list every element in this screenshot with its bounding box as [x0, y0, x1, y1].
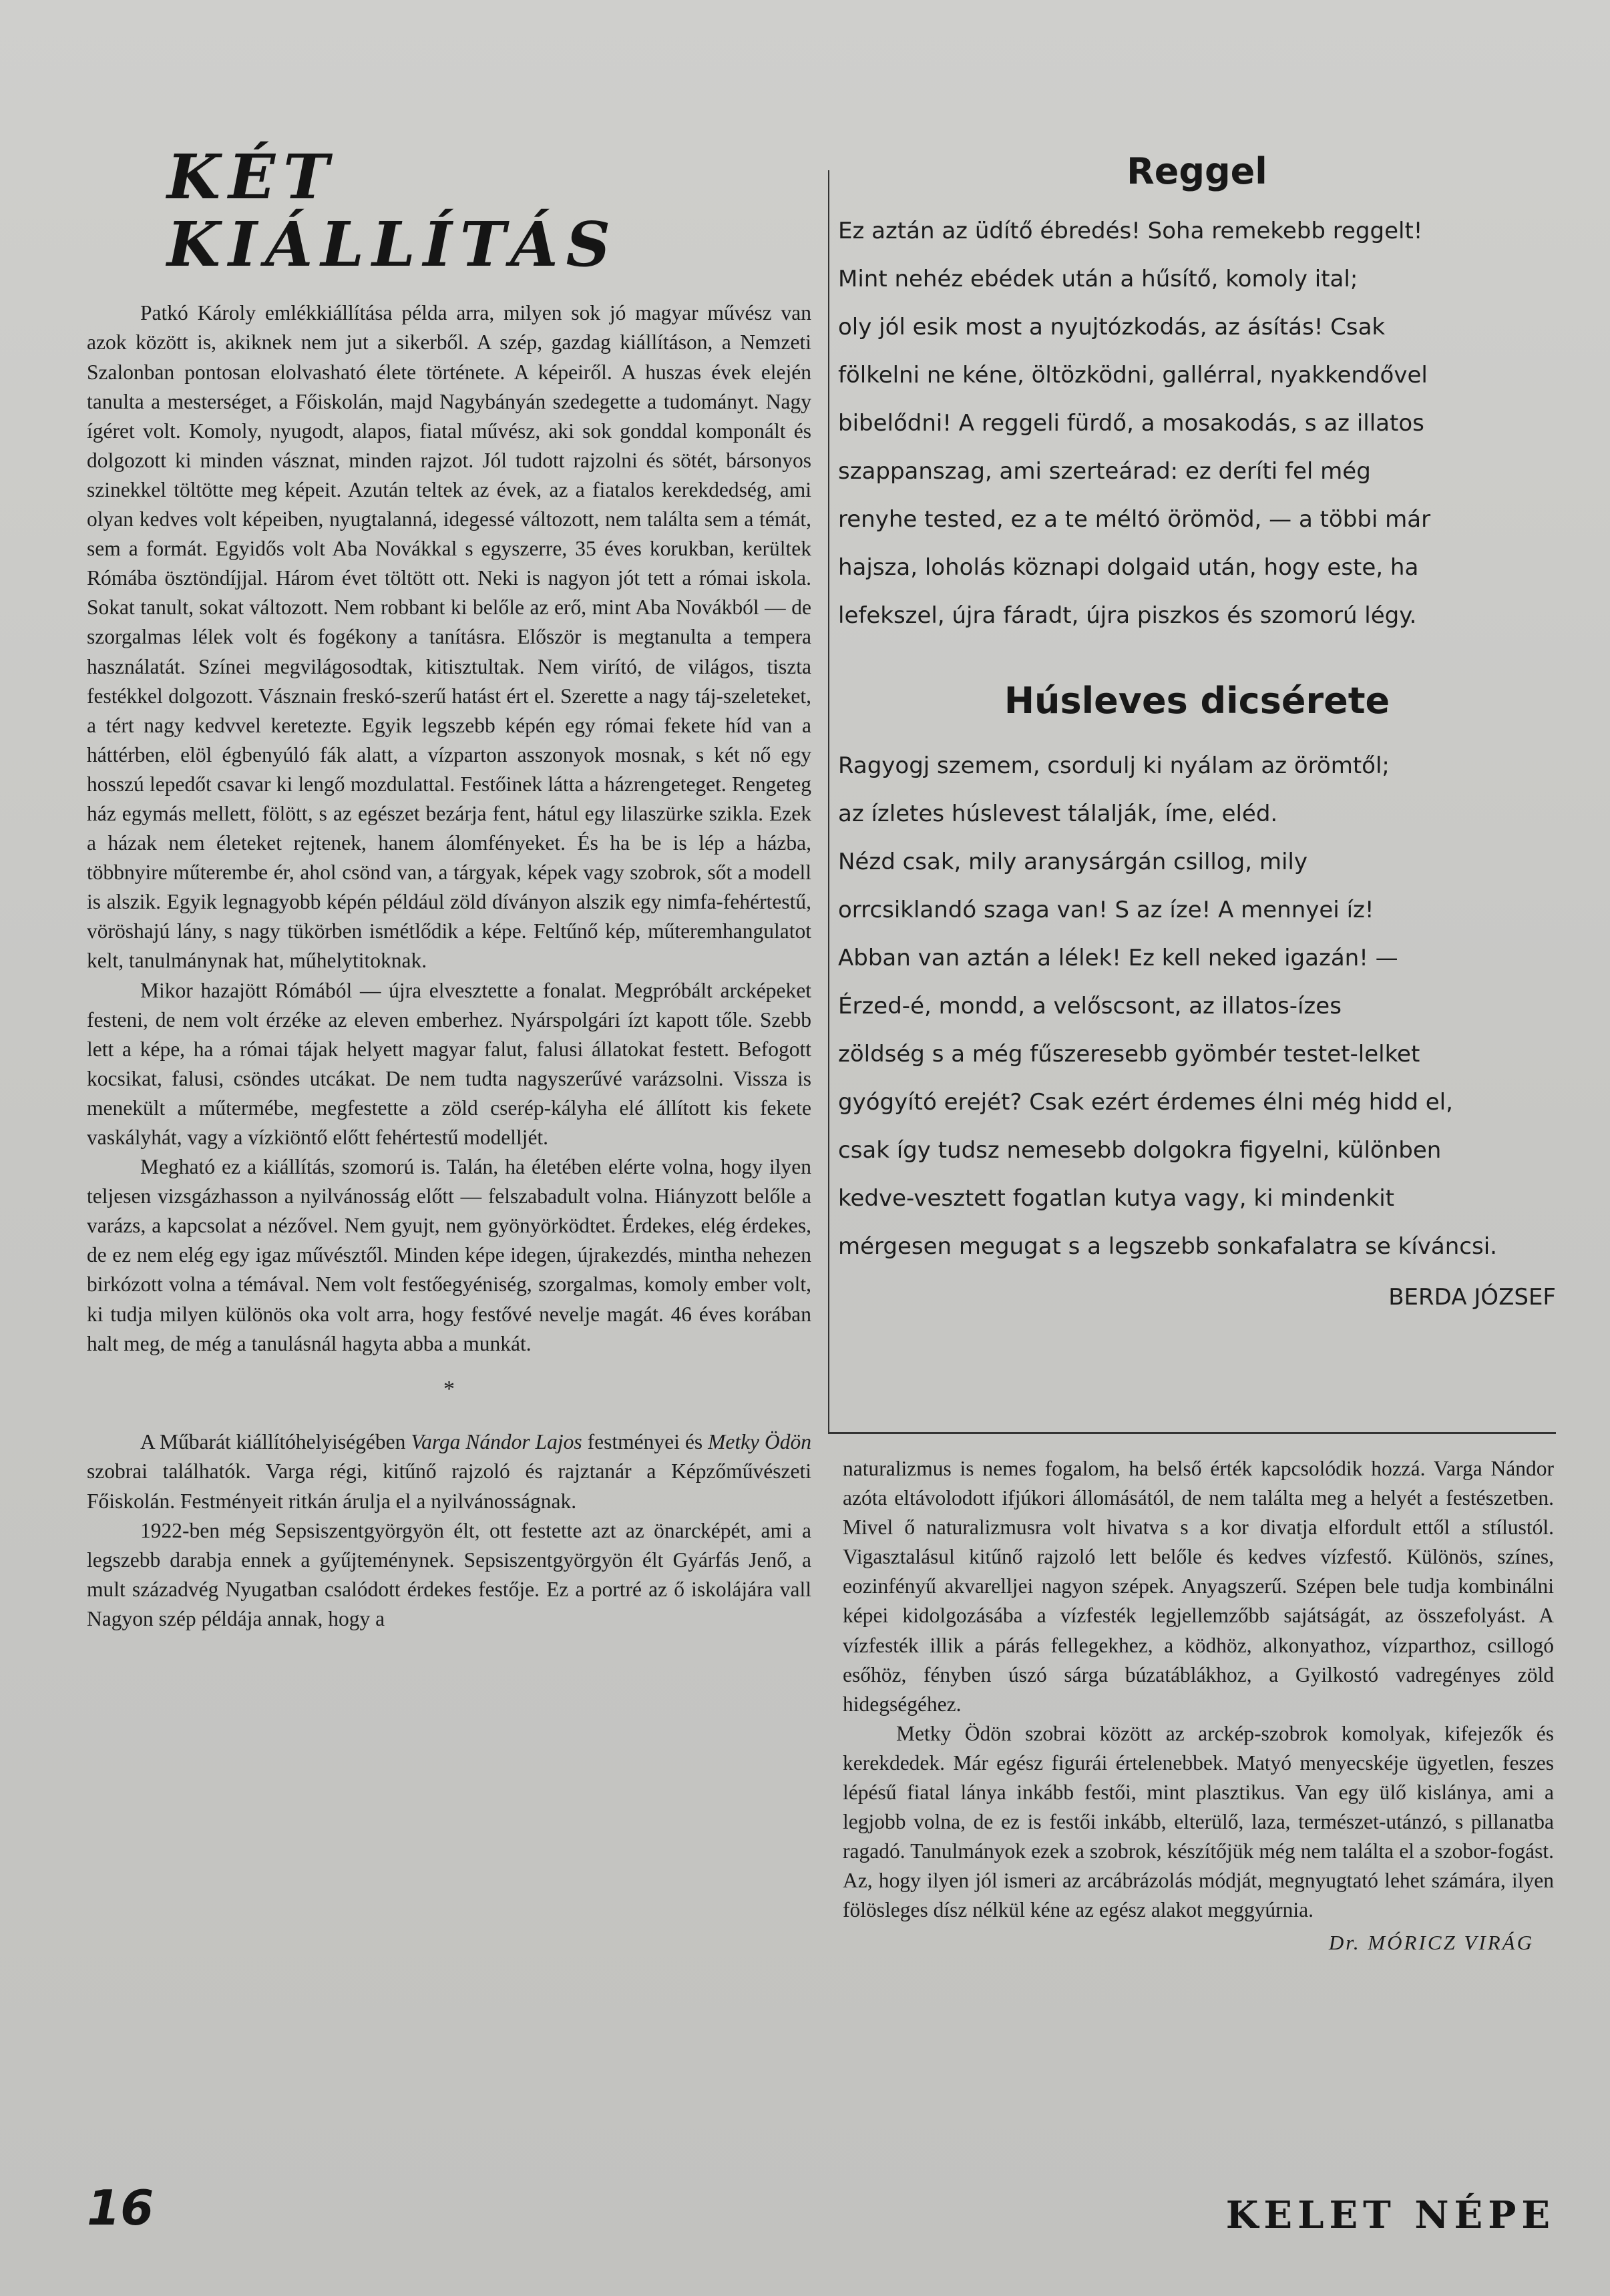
section-separator: * — [443, 1376, 455, 1401]
poem-line: Abban van aztán a lélek! Ez kell neked igazán! — — [838, 945, 1398, 971]
article-paragraph: 1922-ben még Sepsiszentgyörgyön élt, ott festette azt az önarcképét, ami a legszebb darabja ennek a gyűjteménynek. Sepsiszentgyörgyön élt Gyárfás Jenő, a mult századvég Nyugatban csalódott érdekes festője. Ez a portré az ő iskolájára vall Nagyon szép példája annak, hogy a — [87, 1518, 811, 1630]
article-body — [843, 1454, 1554, 1925]
artist-name: Varga Nándor Lajos — [411, 1430, 582, 1454]
article-title: KÉT KIÁLLÍTÁS — [167, 141, 619, 281]
poem-line: Ez aztán az üdítő ébredés! Soha remekebb reggelt! — [838, 218, 1423, 244]
poem-line: mérgesen megugat s a legszebb sonkafalatra se kíváncsi. — [838, 1233, 1497, 1260]
poem-line: Nézd csak, mily aranysárgán csillog, mily — [838, 849, 1307, 875]
poem-line: csak így tudsz nemesebb dolgokra figyelni, különben — [838, 1137, 1442, 1164]
poem-title: Reggel — [1127, 150, 1267, 192]
poem-line: kedve-vesztett fogatlan kutya vagy, ki mindenkit — [838, 1185, 1394, 1212]
page-number: 16 — [87, 2180, 154, 2236]
text-run: festményei és — [582, 1430, 709, 1454]
poem-box — [838, 150, 1556, 1311]
poem-line: fölkelni ne kéne, öltözködni, gallérral, nyakkendővel — [838, 362, 1428, 389]
article-paragraph: Mikor hazajött Rómából — újra elvesztette a fonalat. Megpróbált arcképeket festeni, de nem volt érzéke az eleven emberhez. Nyárspolgári ízt kapott tőle. Szebb lett a képe, ha a római tájak helyett magyar falut, falusi állatokat festett. Befogott kocsikat, falusi, csöndes utcákat. De nem tudta nagyszerűvé varázsolni. Vissza is menekült a műtermébe, megfestette a zöld cserép-kályha elé állított kis fekete vaskályhát, vagy a vízkiöntő előtt fehértestű modelljét. — [87, 978, 811, 1149]
poem-line: lefekszel, újra fáradt, újra piszkos és szomorú légy. — [838, 602, 1417, 629]
left-article — [87, 141, 812, 1634]
poem-line: oly jól esik most a nyujtózkodás, az ásítás! Csak — [838, 314, 1386, 340]
poem-reggel — [838, 207, 1556, 640]
article-paragraph: Metky Ödön szobrai között az arckép-szobrok komolyak, kifejezők és kerekdedek. Már egész figurái értelenebbek. Matyó menyecskéje ügyetlen, feszes lépésű fiatal lánya inkább festői, mint plasztikus. Van egy ülő kislánya, ami a legjobb volna, de ez is festői inkább, elterülő, laza, természet-utánzó, s pillanatba ragadó. Tanulmányok ezek a szobrok, készítőjük még nem találta el a szobor-fogást. Az, hogy ilyen jól ismeri az arcábrázolás módját, megnyugtató lehet számára, ilyen fölösleges dísz nélkül kéne az egész alakot meggyúrnia. — [843, 1721, 1554, 1922]
poem-line: zöldség s a még fűszeresebb gyömbér testet-lelket — [838, 1041, 1420, 1068]
article-paragraph: Megható ez a kiállítás, szomorú is. Talán, ha életében elérte volna, hogy ilyen teljesen vizsgázhasson a nyilvánosság előtt — felszabadult volna. Hiányzott belőle a varázs, a kapcsolat a nézővel. Nem gyujt, nem gyönyörködtet. Érdekes, elég érdekes, de ez nem elég egy igaz művésztől. Minden képe idegen, újrakezdés, mintha nehezen birkózott volna a témával. Nem volt festőegyéniség, szorgalmas, komoly ember volt, ki tudja milyen különös oka volt arra, hogy festővé nevelje magát. 46 éves korában halt meg, de még a tanulásnál hagyta abba a munkát. — [87, 1155, 811, 1355]
poem-line: Mint nehéz ebédek után a hűsítő, komoly ital; — [838, 266, 1358, 292]
poem-line: bibelődni! A reggeli fürdő, a mosakodás, s az illatos — [838, 410, 1424, 437]
box-bottom-rule — [828, 1432, 1556, 1434]
artist-name: Metky Ödön — [708, 1430, 812, 1454]
magazine-name: KELET NÉPE — [1225, 2193, 1555, 2237]
poem-line: Ragyogj szemem, csordulj ki nyálam az örömtől; — [838, 752, 1390, 779]
poem-husleves — [838, 742, 1556, 1271]
poem-title: Húsleves dicsérete — [1004, 680, 1390, 722]
poem-line: szappanszag, ami szerteárad: ez deríti fel még — [838, 458, 1371, 485]
poem-line: orrcsiklandó szaga van! S az íze! A mennyei íz! — [838, 897, 1374, 923]
article-paragraph: naturalizmus is nemes fogalom, ha belső érték kapcsolódik hozzá. Varga Nándor azóta eltávolodott ifjúkori állomásától, de nem találta meg a helyét a festészetben. Mivel ő naturalizmusra volt hivatva s a kor divatja elfordult ettől a stílustól. Vigasztalásul kitűnő rajzoló lett belőle és kedves vízfestő. Különös, színes, eozinfényű akvarelljei nagyon szépek. Anyagszerű. Szépen bele tudja kombinálni képei kidolgozásába a vízfesték legjellemzőbb sajátságát, az összefolyást. A vízfesték illik a párás fellegekhez, a ködhöz, alkonyathoz, vízparthoz, csillogó esőhöz, fényben úszó sárga búzatáblákhoz, a Gyilkostó vadregényes zöld hidegségéhez. — [843, 1457, 1554, 1716]
text-run: A Műbarát kiállítóhelyiségében — [140, 1430, 411, 1454]
article-paragraph — [87, 1427, 811, 1516]
article-signature: Dr. MÓRICZ VIRÁG — [1328, 1930, 1534, 1954]
poem-line: renyhe tested, ez a te méltó örömöd, — a többi már — [838, 506, 1431, 533]
column-divider — [828, 170, 829, 1432]
poem-line: Érzed-é, mondd, a velőscsont, az illatos-ízes — [838, 993, 1342, 1019]
article-paragraph: Patkó Károly emlékkiállítása példa arra, milyen sok jó magyar művész van azok között is, akiknek nem jut a sikerből. A szép, gazdag kiállításon, a Nemzeti Szalonban pontosan elolvasható élete története. A képeiről. A huszas évek elején tanulta a mesterséget, a Főiskolán, majd Nagybányán szedegette a tudományt. Nagy ígéret volt. Komoly, nyugodt, alapos, fiatal művész, aki sok gonddal komponált és dolgozott ki minden vásznat, minden rajzot. Jól tudott rajzolni és sötét, bársonyos szinekkel töltötte meg képeit. Azután teltek az évek, az a fiatalos kerekdedség, ami olyan kedves volt képeiben, nyugtalanná, idegessé változott, nem találta sem a témát, sem a formát. Egyidős volt Aba Novákkal s egyszerre, 35 éves korukban, kerültek Rómába ösztöndíjjal. Három évet töltött ott. Neki is nagyon jót tett a római iskola. Sokat tanult, sokat változott. Nem robbant ki belőle az erő, mint Aba Novákból — de szorgalmas lélek volt és fogékony a tanításra. Először is megtanulta a tempera használatát. Színei megvilágosodtak, kitisztultak. Nem virító, de világos, tiszta festékkel dolgozott. Vásznain freskó-szerű hatást ért el. Szerette a nagy táj-szeleteket, a tért nagy kedvvel keretezte. Egyik legszebb képén egy római fekete híd van a háttérben, elöl égbenyúló fák alatt, a vízparton asszonyok mosnak, s két nő egy hosszú lepedőt csavar ki lengő mozdulattal. Festőinek látta a házrengeteget. Rengeteg ház egymás mellett, fölött, s az egészet bezárja fent, hátul egy lilaszürke szikla. Ezek a házak nem életeket rejtenek, hanem álomfényeket. És ha be is lép a házba, többnyire műterembe ér, ahol csönd van, a tárgyak, képek vagy szobrok, sőt a modell is alszik. Egyik legnagyobb képén például zöld díványon alszik egy nimfa-fehértestű, vöröshajú lány, s nagy tükörben ismétlődik a képe. Feltűnő kép, műteremhangulatot kelt, tanulmánynak hat, műhelytitoknak. — [87, 301, 811, 973]
poem-line: hajsza, loholás köznapi dolgaid után, hogy este, ha — [838, 554, 1419, 581]
poem-line: az ízletes húslevest tálalják, íme, eléd. — [838, 800, 1278, 827]
article-body — [87, 298, 811, 1634]
poem-author: BERDA JÓZSEF — [1388, 1284, 1556, 1311]
text-run: szobrai találhatók. Varga régi, kitűnő rajzoló és rajztanár a Képzőművészeti Főiskolán. Festményeit ritkán árulja el a nyilvánosságnak. — [87, 1459, 811, 1513]
right-article-continuation — [843, 1454, 1554, 1955]
poem-line: gyógyító erejét? Csak ezért érdemes élni még hidd el, — [838, 1089, 1453, 1116]
